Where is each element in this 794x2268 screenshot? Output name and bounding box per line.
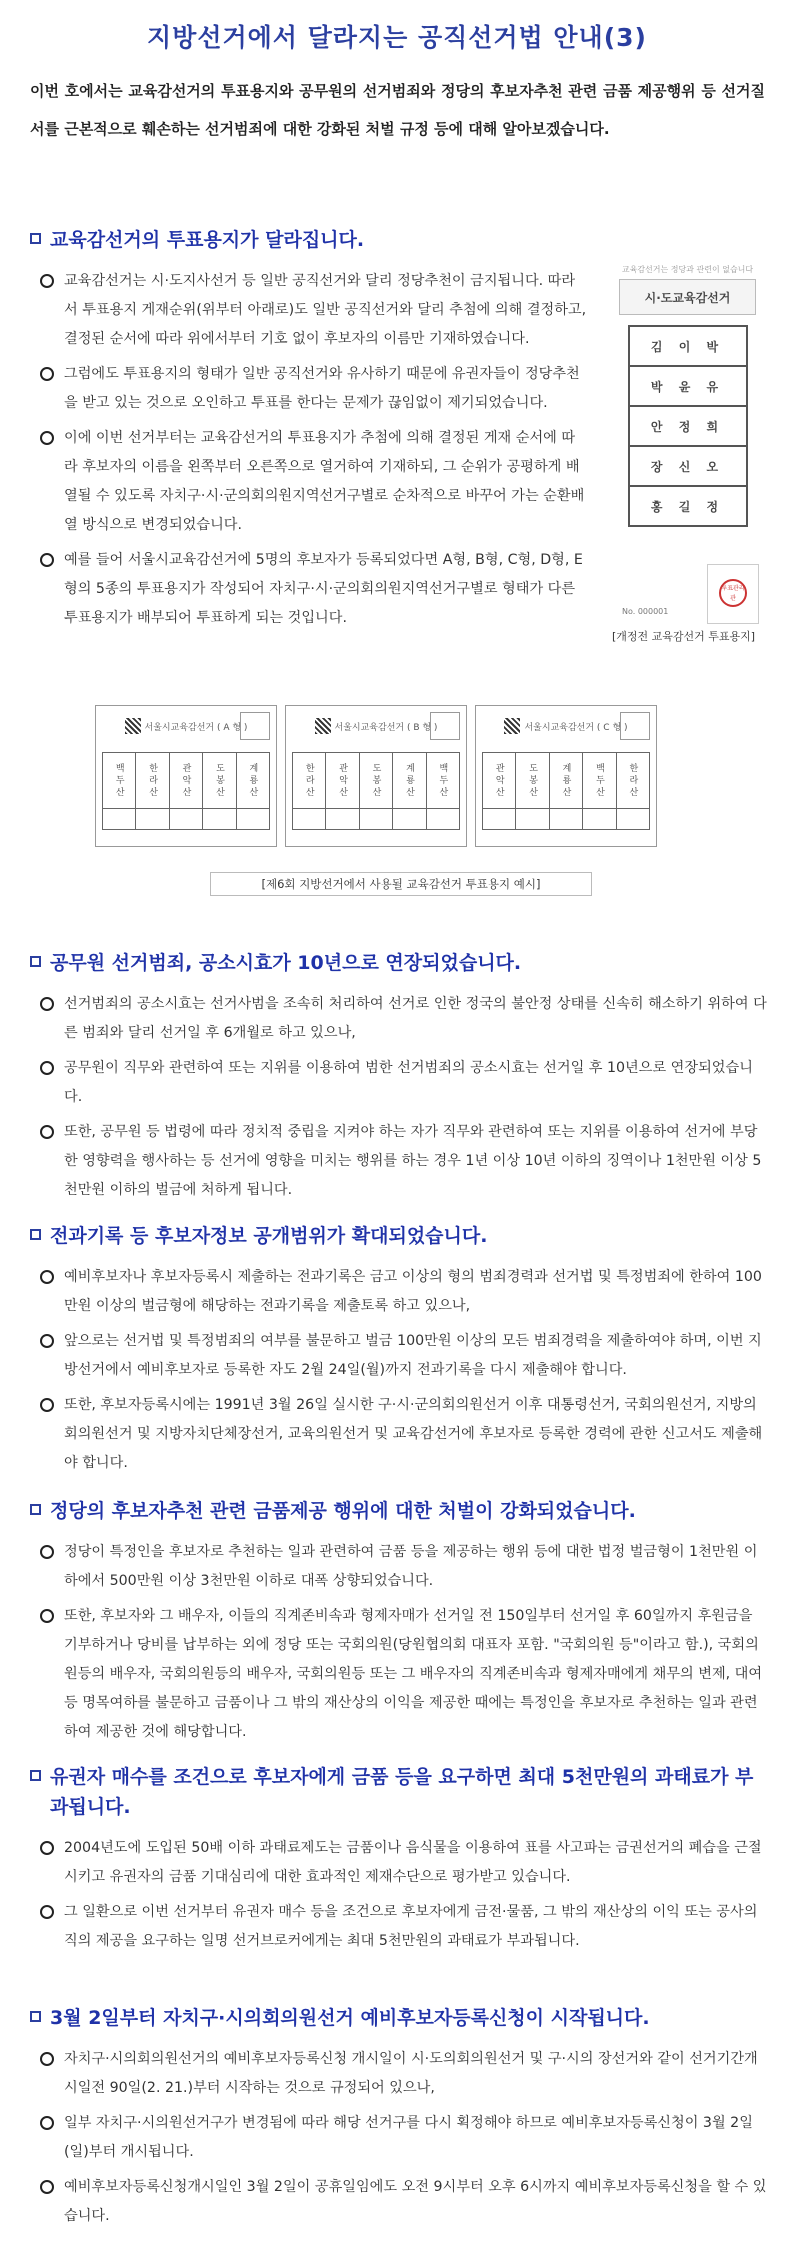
- code-box: [430, 712, 460, 740]
- qr-code-icon: [315, 718, 331, 734]
- list-item: 그럼에도 투표용지의 형태가 일반 공직선거와 유사하기 때문에 유권자들이 정당추천을 받고 있는 것으로 오인하고 투표를 한다는 문제가 끊임없이 제기되었습니다.: [28, 360, 588, 418]
- circle-bullet-icon: [40, 2052, 54, 2066]
- ballot-type-a: 서울시교육감선거 ( A 형 ) 백두산 한라산 관악산 도봉산 계룡산: [95, 705, 277, 847]
- circle-bullet-icon: [40, 274, 54, 288]
- list-item: 일부 자치구·시의원선거구가 변경됨에 따라 해당 선거구를 다시 획정해야 하므로 예비후보자등록신청이 3월 2일(일)부터 개시됩니다.: [28, 2109, 768, 2167]
- circle-bullet-icon: [40, 553, 54, 567]
- ballot-name-row: 장 신 오: [628, 445, 748, 485]
- ballot-type-b: 서울시교육감선거 ( B 형 ) 한라산 관악산 도봉산 계룡산 백두산: [285, 705, 467, 847]
- section-2: [28, 948, 768, 1211]
- circle-bullet-icon: [40, 997, 54, 1011]
- section-5: [28, 1762, 768, 1962]
- circle-bullet-icon: [40, 1125, 54, 1139]
- ballot-number: No. 000001: [622, 607, 669, 616]
- list-item: 교육감선거는 시·도지사선거 등 일반 공직선거와 달리 정당추천이 금지됩니다. 따라서 투표용지 게재순위(위부터 아래로)도 일반 공직선거와 달리 추첨에 의해 결정하고, 결정된 순서에 따라 위에서부터 기호 없이 후보자의 이름만 기재하였습니다.: [28, 267, 588, 354]
- square-bullet-icon: [30, 1770, 41, 1781]
- code-box: [620, 712, 650, 740]
- list-item: 정당이 특정인을 후보자로 추천하는 일과 관련하여 금품 등을 제공하는 행위 등에 대한 법정 벌금형이 1천만원 이하에서 500만원 이상 3천만원 이하로 대폭 상향되었습니다.: [28, 1538, 768, 1596]
- square-bullet-icon: [30, 956, 41, 967]
- ballot-type-c: 서울시교육감선거 ( C 형 ) 관악산 도봉산 계룡산 백두산 한라산: [475, 705, 657, 847]
- list-item: 2004년도에 도입된 50배 이하 과태료제도는 금품이나 음식물을 이용하여 표를 사고파는 금권선거의 폐습을 근절시키고 유권자의 금품 기대심리에 대한 효과적인 제재수단으로 평가받고 있습니다.: [28, 1834, 768, 1892]
- circle-bullet-icon: [40, 1398, 54, 1412]
- circle-bullet-icon: [40, 1545, 54, 1559]
- square-bullet-icon: [30, 233, 41, 244]
- list-item: 예를 들어 서울시교육감선거에 5명의 후보자가 등록되었다면 A형, B형, C형, D형, E형의 5종의 투표용지가 작성되어 자치구·시·군의회의원지역선거구별로 형태가 다른 투표용지가 배부되어 투표하게 되는 것입니다.: [28, 546, 588, 633]
- section-4: [28, 1496, 768, 1753]
- section-1: [28, 225, 588, 639]
- circle-bullet-icon: [40, 1905, 54, 1919]
- section-5-heading: 유권자 매수를 조건으로 후보자에게 금품 등을 요구하면 최대 5천만원의 과태료가 부과됩니다.: [28, 1762, 768, 1822]
- section-1-list: [28, 267, 588, 633]
- ballot-header: 시·도교육감선거: [619, 279, 756, 315]
- circle-bullet-icon: [40, 1841, 54, 1855]
- section-4-heading: 정당의 후보자추천 관련 금품제공 행위에 대한 처벌이 강화되었습니다.: [28, 1496, 768, 1526]
- ballot-name-row: 김 이 박: [628, 325, 748, 365]
- square-bullet-icon: [30, 2011, 41, 2022]
- list-item: 또한, 후보자와 그 배우자, 이들의 직계존비속과 형제자매가 선거일 전 150일부터 선거일 후 60일까지 후원금을 기부하거나 당비를 납부하는 외에 정당 또는 국회의원(당원협의회 대표자 포함. "국회의원 등"이라고 함.), 국회의원등의 배우자, 국회의원등의 배우자, 국회의원등 또는 그 배우자의 직계존비속과 형제자매에게 채무의 변제, 대여 등 명목여하를 불문하고 금품이나 그 밖의 재산상의 이익을 제공한 때에는 특정인을 후보자로 추천하는 일과 관련하여 제공한 것에 해당합니다.: [28, 1602, 768, 1747]
- list-item: 그 일환으로 이번 선거부터 유권자 매수 등을 조건으로 후보자에게 금전·물품, 그 밖의 재산상의 이익 또는 공사의 직의 제공을 요구하는 일명 선거브로커에게는 최대 5천만원의 과태료가 부과됩니다.: [28, 1898, 768, 1956]
- ballot-types-caption: [제6회 지방선거에서 사용될 교육감선거 투표용지 예시]: [210, 872, 592, 896]
- circle-bullet-icon: [40, 1334, 54, 1348]
- ballot-types: [95, 705, 655, 850]
- section-2-heading: 공무원 선거범죄, 공소시효가 10년으로 연장되었습니다.: [28, 948, 768, 978]
- ballot-name-row: 안 정 희: [628, 405, 748, 445]
- ballot-name-row: 홍 길 정: [628, 485, 748, 527]
- section-3: [28, 1221, 768, 1484]
- page-title: 지방선거에서 달라지는 공직선거법 안내(3): [147, 23, 647, 52]
- circle-bullet-icon: [40, 2116, 54, 2130]
- section-1-heading: 교육감선거의 투표용지가 달라집니다.: [28, 225, 588, 255]
- list-item: 또한, 후보자등록시에는 1991년 3월 26일 실시한 구·시·군의회의원선거 이후 대통령선거, 국회의원선거, 지방의회의원선거 및 지방자치단체장선거, 교육의원선거 및 교육감선거에 후보자로 등록한 경력에 관한 신고서도 제출해야 합니다.: [28, 1391, 768, 1478]
- list-item: 공무원이 직무와 관련하여 또는 지위를 이용하여 범한 선거범죄의 공소시효는 선거일 후 10년으로 연장되었습니다.: [28, 1054, 768, 1112]
- qr-code-icon: [125, 718, 141, 734]
- circle-bullet-icon: [40, 367, 54, 381]
- intro-paragraph: 이번 호에서는 교육감선거의 투표용지와 공무원의 선거범죄와 정당의 후보자추천 관련 금품 제공행위 등 선거질서를 근본적으로 훼손하는 선거범죄에 대한 강화된 처벌 규정 등에 대해 알아보겠습니다.: [30, 82, 765, 138]
- list-item: 자치구·시의회의원선거의 예비후보자등록신청 개시일이 시·도의회의원선거 및 구·시의 장선거와 같이 선거기간개시일전 90일(2. 21.)부터 시작하는 것으로 규정되어 있으나,: [28, 2045, 768, 2103]
- ballot-top-text: 교육감선거는 정당과 관련이 없습니다: [621, 265, 754, 274]
- list-item: 또한, 공무원 등 법령에 따라 정치적 중립을 지켜야 하는 자가 직무와 관련하여 또는 지위를 이용하여 선거에 부당한 영향력을 행사하는 등 선거에 영향을 미치는 행위를 하는 경우 1년 이상 10년 이하의 징역이나 1천만원 이상 5천만원 이하의 벌금에 처하게 됩니다.: [28, 1118, 768, 1205]
- code-box: [240, 712, 270, 740]
- circle-bullet-icon: [40, 1270, 54, 1284]
- ballot-caption: [개정전 교육감선거 투표용지]: [612, 630, 756, 643]
- list-item: 앞으로는 선거법 및 특정범죄의 여부를 불문하고 벌금 100만원 이상의 모든 범죄경력을 제출하여야 하며, 이번 지방선거에서 예비후보자로 등록한 자도 2월 24일(월)까지 전과기록을 다시 제출해야 합니다.: [28, 1327, 768, 1385]
- square-bullet-icon: [30, 1504, 41, 1515]
- ballot-name-row: 박 윤 유: [628, 365, 748, 405]
- ballot-stamp: [707, 564, 759, 624]
- list-item: 선거범죄의 공소시효는 선거사범을 조속히 처리하여 선거로 인한 정국의 불안정 상태를 신속히 해소하기 위하여 다른 범죄와 달리 선거일 후 6개월로 하고 있으나,: [28, 990, 768, 1048]
- section-6-heading: 3월 2일부터 자치구·시의회의원선거 예비후보자등록신청이 시작됩니다.: [28, 2003, 768, 2033]
- circle-bullet-icon: [40, 1061, 54, 1075]
- circle-bullet-icon: [40, 431, 54, 445]
- list-item: 예비후보자등록신청개시일인 3월 2일이 공휴일임에도 오전 9시부터 오후 6시까지 예비후보자등록신청을 할 수 있습니다.: [28, 2173, 768, 2231]
- stamp-seal-icon: 투표관리관: [719, 579, 747, 607]
- circle-bullet-icon: [40, 1609, 54, 1623]
- section-3-heading: 전과기록 등 후보자정보 공개범위가 확대되었습니다.: [28, 1221, 768, 1251]
- list-item: 이에 이번 선거부터는 교육감선거의 투표용지가 추첨에 의해 결정된 게재 순서에 따라 후보자의 이름을 왼쪽부터 오른쪽으로 열거하여 기재하되, 그 순위가 공평하게 배열될 수 있도록 자치구·시·군의회의원지역선거구별로 순차적으로 바꾸어 가는 순환배열 방식으로 변경되었습니다.: [28, 424, 588, 540]
- section-6: [28, 2003, 768, 2237]
- qr-code-icon: [504, 718, 520, 734]
- old-ballot-illustration: [610, 262, 765, 642]
- square-bullet-icon: [30, 1229, 41, 1240]
- circle-bullet-icon: [40, 2180, 54, 2194]
- list-item: 예비후보자나 후보자등록시 제출하는 전과기록은 금고 이상의 형의 범죄경력과 선거법 및 특정범죄에 한하여 100만원 이상의 벌금형에 해당하는 전과기록을 제출토록 하고 있으나,: [28, 1263, 768, 1321]
- ballot-names: [628, 325, 748, 527]
